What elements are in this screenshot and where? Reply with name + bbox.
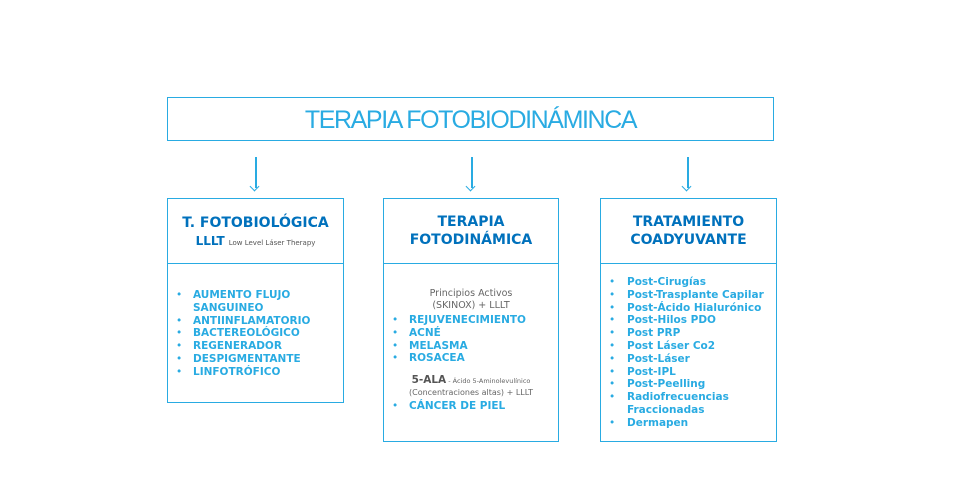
list-item <box>168 340 343 353</box>
bullet-icon: • <box>176 289 183 301</box>
bullet-icon: • <box>176 365 183 378</box>
list-item <box>601 340 776 353</box>
list-item <box>384 352 558 365</box>
fotodinamica-header-box <box>383 198 559 264</box>
lllt-description: Low Level Láser Therapy <box>228 239 316 247</box>
bullet-icon: • <box>609 301 616 314</box>
list-item <box>601 378 776 391</box>
list-item <box>601 289 776 302</box>
bullet-icon: • <box>392 352 399 365</box>
fotobiologica-list-box <box>167 264 344 403</box>
coadyuvante-list-box <box>600 264 777 442</box>
list-item <box>168 327 343 340</box>
bullet-icon: • <box>392 339 399 352</box>
principios-activos-heading <box>384 288 558 312</box>
list-item-text: REGENERADOR <box>193 340 282 353</box>
list-item-text: Post-Ácido Hialurónico <box>627 301 762 314</box>
coadyuvante-title-line2: COADYUVANTE <box>630 232 747 248</box>
list-item <box>168 366 343 379</box>
title-box <box>167 97 774 141</box>
lllt-subtitle <box>196 234 316 248</box>
principios-activos-line1: Principios Activos <box>429 288 513 299</box>
list-item <box>601 276 776 289</box>
list-item-text: Radiofrecuencias Fraccionadas <box>627 391 729 416</box>
list-item-text: CÁNCER DE PIEL <box>409 400 506 413</box>
down-arrow-icon <box>467 157 477 193</box>
fotodinamica-list-2 <box>384 400 558 413</box>
list-item-text: Post-Hilos PDO <box>627 314 716 327</box>
list-item <box>168 315 343 328</box>
list-item-text: Post PRP <box>627 327 681 340</box>
ala-concentration: (Concentraciones altas) + LLLT <box>408 388 533 398</box>
list-item-text: REJUVENECIMIENTO <box>409 314 526 326</box>
bullet-icon: • <box>176 327 183 340</box>
fotobiologica-list <box>168 289 343 379</box>
diagram-title: TERAPIA FOTOBIODINÁMINCA <box>304 106 637 134</box>
list-item-text: MELASMA <box>409 339 468 352</box>
list-item <box>601 327 776 340</box>
list-item <box>384 340 558 353</box>
list-item-text: Post-IPL <box>627 365 676 378</box>
bullet-icon: • <box>392 400 399 413</box>
fotodinamica-title-line2: FOTODINÁMICA <box>409 232 533 248</box>
list-item-text: Post-Cirugías <box>627 276 706 288</box>
list-item <box>168 289 343 315</box>
list-item <box>601 314 776 327</box>
fotodinamica-list-box <box>383 264 559 442</box>
list-item <box>601 391 776 417</box>
bullet-icon: • <box>609 327 616 340</box>
down-arrow-icon <box>683 157 693 193</box>
ala-heading <box>384 375 558 398</box>
bullet-icon: • <box>609 391 616 404</box>
list-item-text: DESPIGMENTANTE <box>193 352 301 365</box>
list-item-text: ROSACEA <box>409 352 465 365</box>
bullet-icon: • <box>392 326 399 339</box>
fotodinamica-list-1 <box>384 314 558 365</box>
bullet-icon: • <box>609 288 616 301</box>
coadyuvante-header-box <box>600 198 777 264</box>
list-item-text: Post Láser Co2 <box>627 339 716 352</box>
list-item-text: AUMENTO FLUJO SANGUINEO <box>193 289 291 314</box>
fotobiologica-title: T. FOTOBIOLÓGICA <box>182 215 329 231</box>
bullet-icon: • <box>609 314 616 327</box>
list-item-text: Dermapen <box>627 416 689 429</box>
bullet-icon: • <box>609 339 616 352</box>
fotodinamica-title-line1: TERAPIA <box>437 214 505 230</box>
ala-description: - Ácido 5-Aminolevulínico <box>446 377 531 386</box>
list-item <box>384 400 558 413</box>
list-item-text: BACTEREOLÓGICO <box>193 327 300 340</box>
bullet-icon: • <box>609 378 616 391</box>
list-item-text: ACNÉ <box>409 326 441 339</box>
principios-activos-line2: (SKINOX) + LLLT <box>432 300 510 311</box>
list-item-text: Post-Peelling <box>627 378 706 391</box>
bullet-icon: • <box>609 276 616 288</box>
list-item-text: Post-Láser <box>627 352 690 365</box>
fotobiologica-header-box <box>167 198 344 264</box>
bullet-icon: • <box>609 416 616 429</box>
down-arrow-icon <box>251 157 261 193</box>
bullet-icon: • <box>392 314 399 326</box>
list-item <box>384 314 558 327</box>
list-item-text: LINFOTRÓFICO <box>193 365 281 378</box>
list-item <box>601 366 776 379</box>
list-item <box>601 353 776 366</box>
ala-label: 5-ALA <box>411 374 447 387</box>
bullet-icon: • <box>609 365 616 378</box>
list-item <box>601 417 776 430</box>
list-item-text: ANTIINFLAMATORIO <box>193 314 311 327</box>
list-item <box>384 327 558 340</box>
bullet-icon: • <box>176 352 183 365</box>
list-item-text: Post-Trasplante Capilar <box>627 288 764 301</box>
list-item <box>168 353 343 366</box>
lllt-label: LLLT <box>195 234 225 248</box>
coadyuvante-list <box>601 276 776 430</box>
bullet-icon: • <box>176 314 183 327</box>
list-item <box>601 302 776 315</box>
bullet-icon: • <box>609 352 616 365</box>
coadyuvante-title-line1: TRATAMIENTO <box>632 214 745 230</box>
bullet-icon: • <box>176 340 183 353</box>
